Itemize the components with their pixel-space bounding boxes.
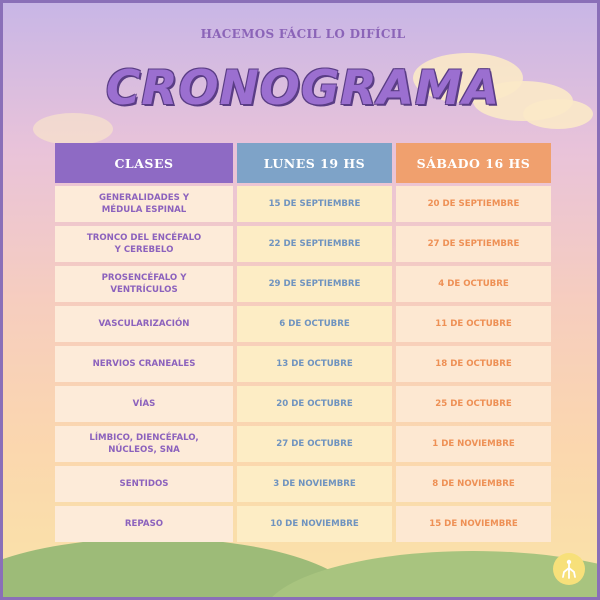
column-header-lunes: LUNES 19 HS (237, 143, 392, 183)
monday-date-cell: 27 DE OCTUBRE (237, 426, 392, 462)
class-name-cell: PROSENCÉFALO Y VENTRÍCULOS (55, 266, 233, 302)
saturday-date-cell: 8 DE NOVIEMBRE (396, 466, 551, 502)
brain-logo-icon (553, 553, 585, 585)
saturday-date-cell: 11 DE OCTUBRE (396, 306, 551, 342)
monday-date-cell: 22 DE SEPTIEMBRE (237, 226, 392, 262)
monday-date-cell: 20 DE OCTUBRE (237, 386, 392, 422)
subtitle: HACEMOS FÁCIL LO DIFÍCIL (200, 27, 406, 41)
saturday-date-cell: 27 DE SEPTIEMBRE (396, 226, 551, 262)
table-row (55, 466, 551, 502)
saturday-date-cell: 18 DE OCTUBRE (396, 346, 551, 382)
class-name-cell: GENERALIDADES Y MÉDULA ESPINAL (55, 186, 233, 222)
table-row (55, 426, 551, 462)
saturday-date-cell: 4 DE OCTUBRE (396, 266, 551, 302)
cloud-decoration (33, 113, 113, 145)
table-row (55, 186, 551, 222)
class-name-cell: LÍMBICO, DIENCÉFALO, NÚCLEOS, SNA (55, 426, 233, 462)
monday-date-cell: 3 DE NOVIEMBRE (237, 466, 392, 502)
monday-date-cell: 29 DE SEPTIEMBRE (237, 266, 392, 302)
table-row (55, 306, 551, 342)
class-name-cell: SENTIDOS (55, 466, 233, 502)
class-name-cell: REPASO (55, 506, 233, 542)
class-name-cell: TRONCO DEL ENCÉFALO Y CEREBELO (55, 226, 233, 262)
monday-date-cell: 13 DE OCTUBRE (237, 346, 392, 382)
page-title: CRONOGRAMA (105, 61, 501, 116)
hill-decoration (263, 551, 600, 600)
table-row (55, 386, 551, 422)
class-name-cell: NERVIOS CRANEALES (55, 346, 233, 382)
class-name-cell: VASCULARIZACIÓN (55, 306, 233, 342)
table-row (55, 506, 551, 542)
monday-date-cell: 10 DE NOVIEMBRE (237, 506, 392, 542)
saturday-date-cell: 25 DE OCTUBRE (396, 386, 551, 422)
column-header-clases: CLASES (55, 143, 233, 183)
table-row (55, 346, 551, 382)
saturday-date-cell: 15 DE NOVIEMBRE (396, 506, 551, 542)
monday-date-cell: 6 DE OCTUBRE (237, 306, 392, 342)
table-row (55, 226, 551, 262)
class-name-cell: VÍAS (55, 386, 233, 422)
saturday-date-cell: 20 DE SEPTIEMBRE (396, 186, 551, 222)
table-row (55, 266, 551, 302)
monday-date-cell: 15 DE SEPTIEMBRE (237, 186, 392, 222)
column-header-sabado: SÁBADO 16 HS (396, 143, 551, 183)
saturday-date-cell: 1 DE NOVIEMBRE (396, 426, 551, 462)
